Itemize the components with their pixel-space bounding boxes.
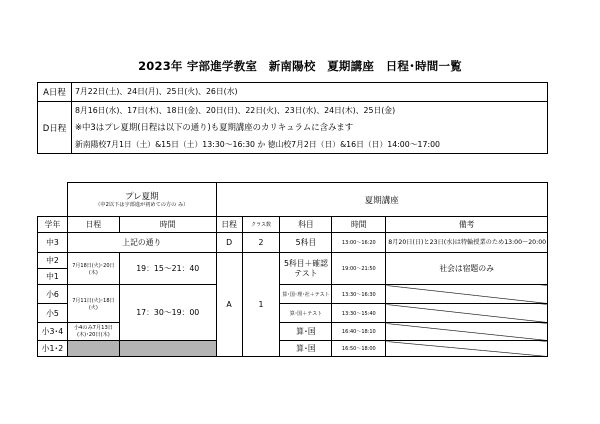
summer-ms3-note: 8月20日(日)と23日(水)は特輪授業のため13:00～20:00: [386, 233, 548, 253]
d-schedule-note: ※中3はプレ夏期(日程は以下の通り)も夏期講座のカリキュラムに含みます: [75, 122, 354, 132]
pre-ms12-time: 19：15～21：40: [119, 253, 216, 285]
summer-ms3-sched: D: [216, 233, 242, 253]
summer-rest-sched: A: [216, 253, 242, 357]
pre-ms3-text: 上記の通り: [67, 233, 216, 253]
summer-es5-subjects: 算･国＋テスト: [280, 304, 332, 323]
pre-es-dates: 7月11日(火)･18日(火): [67, 285, 119, 323]
d-schedule-label: D日程: [38, 102, 72, 154]
summer-ms12-subjects: 5科目＋確認テスト: [280, 253, 332, 285]
d-schedule-text: [72, 102, 548, 154]
summer-ms3-time: 13:00～16:20: [332, 233, 386, 253]
summer-es5-time: 13:30～15:40: [332, 304, 386, 323]
summer-course-header: 夏期講座: [216, 183, 547, 217]
summer-rest-classes: 1: [242, 253, 280, 357]
summer-es12-time: 16:50～18:00: [332, 341, 386, 357]
summer-es34-time: 16:40～18:10: [332, 323, 386, 341]
course-table: [37, 182, 548, 357]
header-sched: 日程: [216, 217, 242, 233]
summer-es12-subjects: 算･国: [280, 341, 332, 357]
grade-es5: 小5: [38, 304, 68, 323]
header-grade: 学年: [38, 217, 68, 233]
summer-es6-subjects: 算･国･理･社＋テスト: [280, 285, 332, 304]
grade-es34: 小3･4: [38, 323, 68, 341]
a-schedule-dates: 7月22日(土)、24日(月)、25日(火)、26日(水): [72, 83, 548, 102]
header-pre-time: 時間: [119, 217, 216, 233]
grade-ms2: 中2: [38, 253, 68, 269]
summer-ms12-note: 社会は宿題のみ: [386, 253, 548, 285]
pre-summer-subtitle: （中2以下は宇部進が初めての方の み）: [95, 202, 189, 208]
grade-ms1: 中1: [38, 269, 68, 285]
pre-es12-time-blank: [119, 341, 216, 357]
summer-es12-note-blank: [386, 341, 548, 357]
pre-ms12-dates: 7月18日(火)･20日(木): [67, 253, 119, 285]
pre-es-time: 17：30～19：00: [119, 285, 216, 341]
summer-es6-time: 13:30～16:30: [332, 285, 386, 304]
pre-es34-dates: 小4のみ7月13日(木)･20日(木): [67, 323, 119, 341]
pre-summer-header: プレ夏期 （中2以下は宇部進が初めての方の み）: [67, 183, 216, 217]
summer-es5-note-blank: [386, 304, 548, 323]
summer-ms3-classes: 2: [242, 233, 280, 253]
a-schedule-label: A日程: [38, 83, 72, 102]
summer-ms3-subjects: 5科目: [280, 233, 332, 253]
header-time: 時間: [332, 217, 386, 233]
header-notes: 備考: [386, 217, 548, 233]
page-title: 2023年 宇部進学教室 新南陽校 夏期講座 日程･時間一覧: [138, 59, 462, 73]
summer-es6-note-blank: [386, 285, 548, 304]
d-schedule-pre-dates: 新南陽校7月1日（土）&15日（土）13:30～16:30 か 徳山校7月2日（日）&16日（日）14:00～17:00: [75, 140, 440, 149]
header-pre-dates: 日程: [67, 217, 119, 233]
header-subjects: 科目: [280, 217, 332, 233]
header-classes: クラス数: [242, 217, 280, 233]
schedule-table: [37, 82, 548, 154]
summer-es34-note-blank: [386, 323, 548, 341]
pre-es12-blank: [67, 341, 119, 357]
summer-es34-subjects: 算･国: [280, 323, 332, 341]
summer-ms12-time: 19:00～21:50: [332, 253, 386, 285]
grade-es12: 小1･2: [38, 341, 68, 357]
grade-ms3: 中3: [38, 233, 68, 253]
d-schedule-dates: 8月16日(水)、17日(木)、18日(金)、20日(日)、22日(火)、23日(水)、24日(木)、25日(金): [75, 106, 396, 115]
grade-es6: 小6: [38, 285, 68, 304]
